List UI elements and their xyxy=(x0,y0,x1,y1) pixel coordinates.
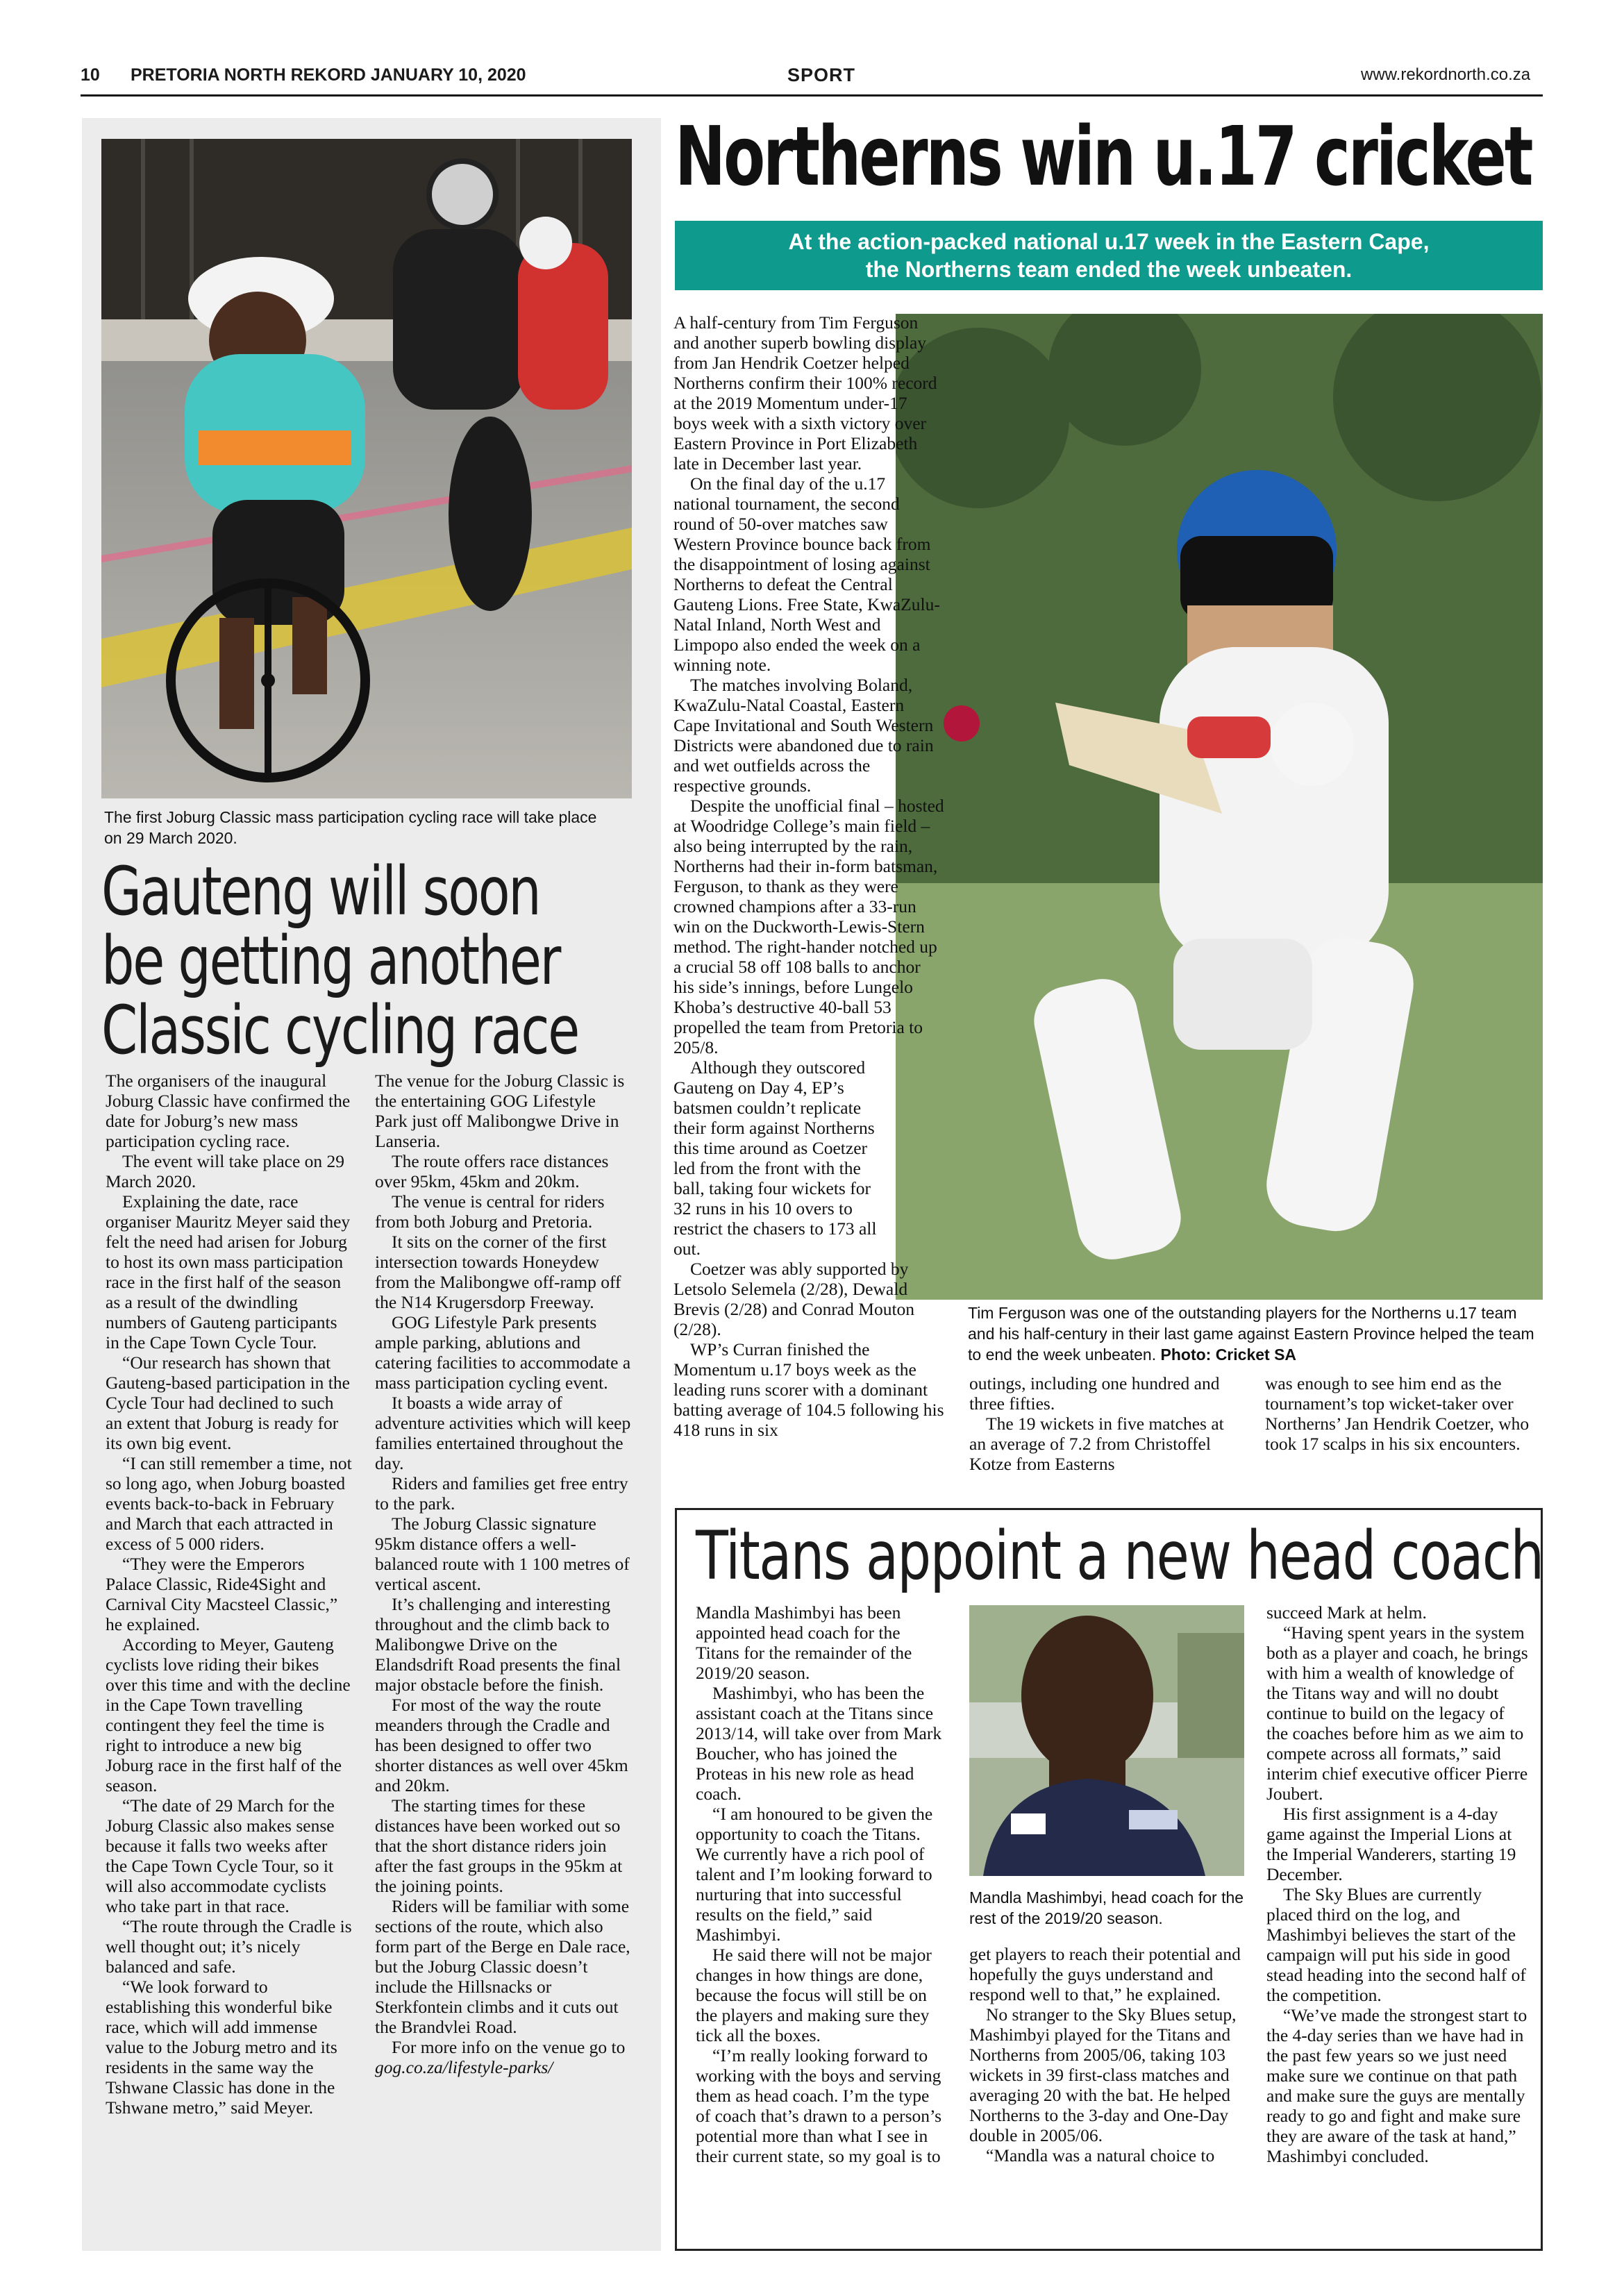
paragraph: Explaining the date, race organiser Mauritz Meyer said they felt the need had arisen for Joburg to host its own mass participation race in the first half of the season as a result of the dwindling numbers of Gauteng participants in the Cape Town Cycle Tour. xyxy=(106,1191,351,1352)
coach-portrait-photo-icon xyxy=(969,1605,1244,1876)
titans-column-1 xyxy=(696,1602,944,2166)
titans-column-3 xyxy=(1266,1602,1530,2166)
cricket-subhead-line-1: At the action-packed national u.17 week in the Eastern Cape, xyxy=(788,229,1430,254)
paragraph: “I can still remember a time, not so long ago, when Joburg boasted events back-to-back in February and March that each attracted in excess of 5 000 riders. xyxy=(106,1453,352,1554)
cycling-photo-icon xyxy=(101,139,632,798)
paragraph: Riders will be familiar with some sections of the route, which also form part of the Berge en Dale race, but the Joburg Classic doesn’t include the Hillsnacks or Sterkfontein climbs and it cuts out the Brandvlei Road. xyxy=(375,1896,630,2037)
cycling-headline xyxy=(101,853,650,1072)
titans-headline: Titans appoint a new head coach xyxy=(696,1517,1543,1595)
cycling-column-2 xyxy=(375,1071,632,2077)
paragraph: The Sky Blues are currently placed third on the log, and Mashimbyi believes the start of the campaign will put his side in good stead heading into the second half of the competition. xyxy=(1266,1884,1526,2005)
paragraph: A half-century from Tim Ferguson and another superb bowling display from Jan Hendrik Coetzer helped Northerns confirm their 100% record at the 2019 Momentum under-17 boys week with a sixth victory over Eastern Province in Port Elizabeth late in December last year. xyxy=(673,312,937,474)
paragraph: It boasts a wide array of adventure activities which will keep families entertained throughout the day. xyxy=(375,1393,631,1473)
paragraph: It sits on the corner of the first intersection towards Honeydew from the Malibongwe off-ramp off the N14 Krugersdorp Freeway. xyxy=(375,1232,621,1312)
paragraph: For most of the way the route meanders through the Cradle and has been designed to offer two shorter distances as well over 45km and 20km. xyxy=(375,1695,628,1795)
cricket-photo xyxy=(896,314,1543,1300)
paragraph: was enough to see him end as the tournament’s top wicket-taker over Northerns’ Jan Hendrik Coetzer, who took 17 scalps in his six encounters. xyxy=(1265,1373,1530,1454)
paragraph: “I am honoured to be given the opportunity to coach the Titans. We currently have a rich pool of talent and I’m looking forward to nurturing that into successful results on the field,” said Mashimbyi. xyxy=(696,1804,933,1945)
paragraph: Although they outscored Gauteng on Day 4, EP’s batsmen couldn’t replicate their form against Northerns this time around as Coetzer led from the front with the ball, taking four wickets for 32 runs in his 10 overs to restrict the chasers to 173 all out. xyxy=(673,1057,877,1259)
paragraph xyxy=(375,2037,632,2077)
paragraph: The 19 wickets in five matches at an average of 7.2 from Christoffel Kotze from Easterns xyxy=(969,1414,1224,1474)
paragraph: The venue for the Joburg Classic is the entertaining GOG Lifestyle Park just off Malibongwe Drive in Lanseria. xyxy=(375,1071,625,1151)
paragraph: Mashimbyi, who has been the assistant coach at the Titans since 2013/14, will take over from Mark Boucher, who has joined the Proteas in his new role as head coach. xyxy=(696,1683,942,1804)
paragraph: It’s challenging and interesting throughout and the climb back to Malibongwe Drive on the Elandsdrift Road presents the final major obstacle before the finish. xyxy=(375,1594,621,1695)
paragraph: On the final day of the u.17 national tournament, the second round of 50-over matches saw Western Province bounce back from the disappointment of losing against Northerns to defeat the Central Gauteng Lions. Free State, KwaZulu-Natal Inland, North West and Limpopo also ended the week on a winning note. xyxy=(673,474,940,675)
paragraph: “We look forward to establishing this wonderful bike race, which will add immense value to the Joburg metro and its residents in the same way the Tshwane Classic has done in the Tshwane metro,” said Meyer. xyxy=(106,1977,337,2118)
cricket-subhead-bar xyxy=(675,221,1543,290)
cricket-photo-caption xyxy=(968,1302,1537,1365)
paragraph: Riders and families get free entry to the park. xyxy=(375,1473,628,1514)
paragraph: “They were the Emperors Palace Classic, Ride4Sight and Carnival City Macsteel Classic,” he explained. xyxy=(106,1554,338,1634)
website-link[interactable]: www.rekordnorth.co.za xyxy=(1361,65,1531,84)
cricket-column-2 xyxy=(969,1373,1244,1474)
paragraph: outings, including one hundred and three fifties. xyxy=(969,1373,1220,1414)
paragraph: succeed Mark at helm. xyxy=(1266,1602,1427,1623)
paragraph: The Joburg Classic signature 95km distance offers a well-balanced route with 1 100 metres of vertical ascent. xyxy=(375,1514,630,1594)
paragraph: The route offers race distances over 95km, 45km and 20km. xyxy=(375,1151,609,1191)
cycling-headline-line-3: Classic cycling race xyxy=(101,991,578,1069)
paragraph: Mandla Mashimbyi has been appointed head coach for the Titans for the remainder of the 2019/20 season. xyxy=(696,1602,912,1683)
paragraph: According to Meyer, Gauteng cyclists love riding their bikes over this time and with the decline in the Cape Town travelling contingent they feel the time is right to introduce a new big Joburg race in the first half of the season. xyxy=(106,1634,351,1795)
paragraph: He said there will not be major changes in how things are done, because the focus will still be on the players and making sure they tick all the boxes. xyxy=(696,1945,932,2045)
paragraph: get players to reach their potential and hopefully the guys understand and respond well to that,” he explained. xyxy=(969,1944,1241,2004)
titans-coach-photo xyxy=(969,1605,1244,1876)
paragraph: “Our research has shown that Gauteng-based participation in the Cycle Tour had declined to such an extent that Joburg is ready for its own big event. xyxy=(106,1352,350,1453)
cricket-headline: Northerns win u.17 cricket xyxy=(675,108,1532,204)
cycling-headline-line-2: be getting another xyxy=(101,922,560,1000)
publication-dateline: PRETORIA NORTH REKORD JANUARY 10, 2020 xyxy=(131,65,526,85)
paragraph: “We’ve made the strongest start to the 4-day series than we have had in the past few years so we just need make sure we continue on that path and make sure the guys are mentally ready to go and fight and make sure they are aware of the task at hand,” Mashimbyi concluded. xyxy=(1266,2005,1527,2166)
cycling-photo xyxy=(101,139,632,798)
paragraph: “I’m really looking forward to working with the boys and serving them as head coach. I’m the type of coach that’s drawn to a person’s potential more than what I see in their current state, so my goal is to xyxy=(696,2045,942,2166)
cricket-batsman-photo-icon xyxy=(896,314,1543,1300)
paragraph: The venue is central for riders from both Joburg and Pretoria. xyxy=(375,1191,605,1232)
paragraph: The starting times for these distances have been worked out so that the short distance riders join after the fast groups in the 95km at the joining points. xyxy=(375,1795,623,1896)
paragraph: “The route through the Cradle is well thought out; it’s nicely balanced and safe. xyxy=(106,1916,352,1977)
page-number: 10 xyxy=(81,65,100,85)
cricket-column-3 xyxy=(1265,1373,1540,1454)
paragraph: His first assignment is a 4-day game against the Imperial Lions at the Imperial Wanderers, starting 19 December. xyxy=(1266,1804,1516,1884)
paragraph: The event will take place on 29 March 2020. xyxy=(106,1151,345,1191)
cycling-photo-caption: The first Joburg Classic mass participation cycling race will take place on 29 March 2020. xyxy=(104,808,597,847)
paragraph: Despite the unofficial final – hosted at Woodridge College’s main field – also being interrupted by the rain, Northerns had their in-form batsman, Ferguson, to thank as they were crowned champions after a 33-run win on the Duckworth-Lewis-Stern method. The right-hander notched up a crucial 58 off 108 balls to anchor his side’s innings, before Lungelo Khoba’s destructive 40-ball 53 propelled the team from Pretoria to 205/8. xyxy=(673,796,944,1057)
more-info-text: For more info on the venue go to xyxy=(392,2037,626,2057)
cricket-column-1 xyxy=(673,312,948,1440)
paragraph: “The date of 29 March for the Joburg Classic also makes sense because it falls two weeks after the Cape Town Cycle Tour, so it will also accommodate cyclists who take part in that race. xyxy=(106,1795,335,1916)
header-rule xyxy=(81,94,1543,97)
paragraph: WP’s Curran finished the Momentum u.17 boys week as the leading runs scorer with a dominant batting average of 104.5 following his 418 runs in six xyxy=(673,1339,944,1440)
cycling-column-1 xyxy=(106,1071,353,2118)
cricket-subhead-line-2: the Northerns team ended the week unbeaten. xyxy=(865,257,1353,282)
cricket-caption-credit: Photo: Cricket SA xyxy=(1160,1346,1297,1364)
paragraph: “Having spent years in the system both as a player and coach, he brings with him a wealth of knowledge of the Titans way and will no doubt continue to build on the legacy of the coaches before him as we aim to compete across all formats,” said interim chief executive officer Pierre Joubert. xyxy=(1266,1623,1528,1804)
cricket-caption-text: Tim Ferguson was one of the outstanding players for the Northerns u.17 team and his half-century in their last game against Eastern Province helped the team to end the week unbeaten. xyxy=(968,1304,1534,1364)
paragraph: The organisers of the inaugural Joburg Classic have confirmed the date for Joburg’s new mass participation cycling race. xyxy=(106,1071,351,1151)
paragraph: “Mandla was a natural choice to xyxy=(986,2145,1215,2165)
paragraph: The matches involving Boland, KwaZulu-Natal Coastal, Eastern Cape Invitational and South Western Districts were abandoned due to rain and wet outfields across the respective grounds. xyxy=(673,675,934,796)
cycling-headline-line-1: Gauteng will soon xyxy=(101,853,540,930)
titans-photo-caption: Mandla Mashimbyi, head coach for the rest of the 2019/20 season. xyxy=(969,1888,1244,1927)
titans-column-2 xyxy=(969,1944,1244,2165)
section-label: SPORT xyxy=(787,65,856,85)
paragraph: No stranger to the Sky Blues setup, Mashimbyi played for the Titans and Northerns from 2005/06, taking 103 wickets in 39 first-class matches and averaging 20 with the bat. He helped Northerns to the 3-day and One-Day double in 2005/06. xyxy=(969,2004,1237,2145)
venue-link[interactable]: gog.co.za/lifestyle-parks/ xyxy=(375,2057,553,2077)
paragraph: GOG Lifestyle Park presents ample parking, ablutions and catering facilities to accommodate a mass participation cycling event. xyxy=(375,1312,631,1393)
paragraph: Coetzer was ably supported by Letsolo Selemela (2/28), Dewald Brevis (2/28) and Conrad Mouton (2/28). xyxy=(673,1259,915,1339)
